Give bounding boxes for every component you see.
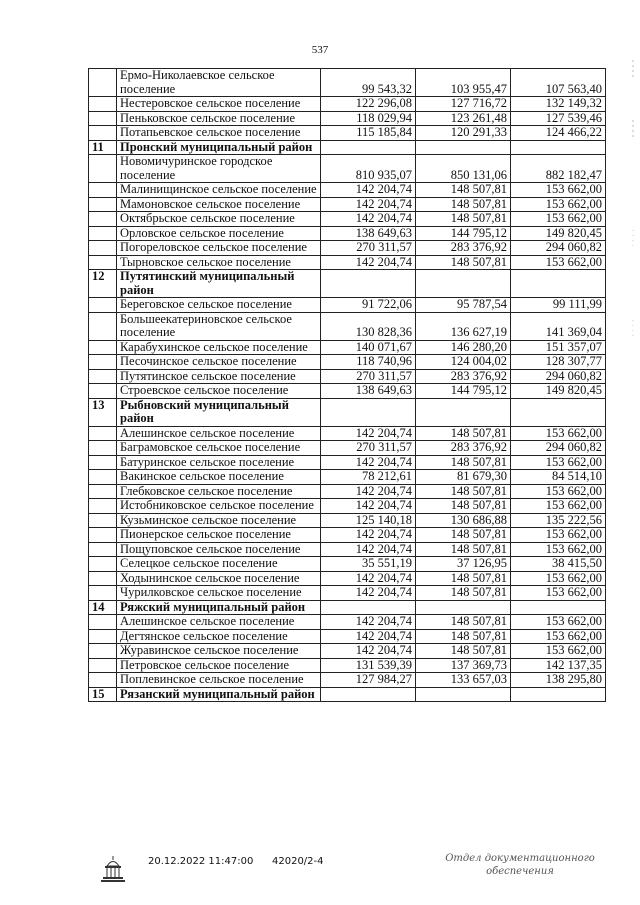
row-number-cell xyxy=(89,340,117,355)
table-row xyxy=(89,484,606,499)
value-2023-cell xyxy=(321,600,416,615)
table-row xyxy=(89,183,606,198)
value-2023-cell: 270 311,57 xyxy=(321,241,416,256)
table-row xyxy=(89,111,606,126)
settlement-name-cell: Новомичуринское городское поселение xyxy=(117,155,321,183)
settlement-name-cell: Алешинское сельское поселение xyxy=(117,426,321,441)
value-2025-cell: 141 369,04 xyxy=(511,312,606,340)
table-row xyxy=(89,340,606,355)
department-stamp xyxy=(440,852,600,878)
row-number-cell xyxy=(89,226,117,241)
value-2024-cell: 283 376,92 xyxy=(416,441,511,456)
value-2023-cell: 142 204,74 xyxy=(321,528,416,543)
table-row xyxy=(89,571,606,586)
budget-table-body xyxy=(89,69,606,702)
district-row xyxy=(89,270,606,298)
value-2023-cell: 270 311,57 xyxy=(321,441,416,456)
stamp-line-2: обеспечения xyxy=(486,866,554,877)
table-row xyxy=(89,298,606,313)
settlement-name-cell: Ходынинское сельское поселение xyxy=(117,571,321,586)
settlement-name-cell: Чурилковское сельское поселение xyxy=(117,586,321,601)
value-2023-cell: 99 543,32 xyxy=(321,69,416,97)
value-2023-cell: 130 828,36 xyxy=(321,312,416,340)
value-2024-cell: 148 507,81 xyxy=(416,629,511,644)
value-2025-cell: 153 662,00 xyxy=(511,528,606,543)
value-2025-cell: 153 662,00 xyxy=(511,455,606,470)
table-row xyxy=(89,615,606,630)
row-number-cell: 13 xyxy=(89,398,117,426)
district-row xyxy=(89,140,606,155)
settlement-name-cell: Ермо-Николаевское сельское поселение xyxy=(117,69,321,97)
table-row xyxy=(89,528,606,543)
settlement-name-cell: Журавинское сельское поселение xyxy=(117,644,321,659)
value-2023-cell: 127 984,27 xyxy=(321,673,416,688)
value-2025-cell: 149 820,45 xyxy=(511,384,606,399)
value-2024-cell: 148 507,81 xyxy=(416,426,511,441)
value-2025-cell: 153 662,00 xyxy=(511,255,606,270)
settlement-name-cell: Поплевинское сельское поселение xyxy=(117,673,321,688)
value-2025-cell: 153 662,00 xyxy=(511,499,606,514)
row-number-cell xyxy=(89,197,117,212)
value-2023-cell xyxy=(321,270,416,298)
row-number-cell xyxy=(89,484,117,499)
value-2024-cell: 283 376,92 xyxy=(416,241,511,256)
value-2025-cell: 153 662,00 xyxy=(511,615,606,630)
value-2024-cell: 148 507,81 xyxy=(416,528,511,543)
value-2025-cell: 153 662,00 xyxy=(511,426,606,441)
value-2025-cell: 882 182,47 xyxy=(511,155,606,183)
table-row xyxy=(89,441,606,456)
page-number: 537 xyxy=(311,44,329,56)
row-number-cell xyxy=(89,126,117,141)
value-2023-cell: 142 204,74 xyxy=(321,499,416,514)
row-number-cell xyxy=(89,513,117,528)
table-row xyxy=(89,673,606,688)
district-name-cell: Ряжский муниципальный район xyxy=(117,600,321,615)
value-2024-cell xyxy=(416,270,511,298)
value-2025-cell: 153 662,00 xyxy=(511,586,606,601)
value-2024-cell: 130 686,88 xyxy=(416,513,511,528)
value-2024-cell: 120 291,33 xyxy=(416,126,511,141)
table-row xyxy=(89,126,606,141)
value-2024-cell: 133 657,03 xyxy=(416,673,511,688)
district-row xyxy=(89,398,606,426)
value-2025-cell: 138 295,80 xyxy=(511,673,606,688)
district-row xyxy=(89,600,606,615)
value-2025-cell: 153 662,00 xyxy=(511,484,606,499)
row-number-cell xyxy=(89,255,117,270)
settlement-name-cell: Потапьевское сельское поселение xyxy=(117,126,321,141)
row-number-cell xyxy=(89,212,117,227)
row-number-cell xyxy=(89,441,117,456)
value-2023-cell: 122 296,08 xyxy=(321,97,416,112)
settlement-name-cell: Орловское сельское поселение xyxy=(117,226,321,241)
settlement-name-cell: Мамоновское сельское поселение xyxy=(117,197,321,212)
value-2025-cell xyxy=(511,687,606,702)
value-2024-cell: 148 507,81 xyxy=(416,615,511,630)
value-2024-cell: 148 507,81 xyxy=(416,571,511,586)
row-number-cell xyxy=(89,499,117,514)
row-number-cell xyxy=(89,97,117,112)
settlement-name-cell: Малинищинское сельское поселение xyxy=(117,183,321,198)
settlement-name-cell: Береговское сельское поселение xyxy=(117,298,321,313)
value-2024-cell: 81 679,30 xyxy=(416,470,511,485)
value-2024-cell: 148 507,81 xyxy=(416,183,511,198)
settlement-name-cell: Пеньковское сельское поселение xyxy=(117,111,321,126)
value-2024-cell: 148 507,81 xyxy=(416,212,511,227)
value-2024-cell: 850 131,06 xyxy=(416,155,511,183)
value-2024-cell: 148 507,81 xyxy=(416,499,511,514)
settlement-name-cell: Алешинское сельское поселение xyxy=(117,615,321,630)
value-2023-cell: 142 204,74 xyxy=(321,197,416,212)
row-number-cell: 14 xyxy=(89,600,117,615)
budget-table xyxy=(88,68,606,702)
settlement-name-cell: Дегтянское сельское поселение xyxy=(117,629,321,644)
row-number-cell xyxy=(89,111,117,126)
value-2023-cell: 138 649,63 xyxy=(321,384,416,399)
row-number-cell xyxy=(89,673,117,688)
row-number-cell xyxy=(89,369,117,384)
value-2024-cell: 127 716,72 xyxy=(416,97,511,112)
row-number-cell xyxy=(89,542,117,557)
value-2025-cell: 153 662,00 xyxy=(511,571,606,586)
value-2025-cell: 107 563,40 xyxy=(511,69,606,97)
value-2024-cell: 136 627,19 xyxy=(416,312,511,340)
settlement-name-cell: Путятинское сельское поселение xyxy=(117,369,321,384)
value-2023-cell: 125 140,18 xyxy=(321,513,416,528)
row-number-cell xyxy=(89,298,117,313)
row-number-cell xyxy=(89,69,117,97)
value-2024-cell: 95 787,54 xyxy=(416,298,511,313)
value-2025-cell xyxy=(511,600,606,615)
settlement-name-cell: Погореловское сельское поселение xyxy=(117,241,321,256)
settlement-name-cell: Баграмовское сельское поселение xyxy=(117,441,321,456)
table-row xyxy=(89,155,606,183)
value-2025-cell: 38 415,50 xyxy=(511,557,606,572)
value-2023-cell: 142 204,74 xyxy=(321,542,416,557)
settlement-name-cell: Петровское сельское поселение xyxy=(117,658,321,673)
value-2023-cell xyxy=(321,687,416,702)
table-row xyxy=(89,629,606,644)
value-2025-cell: 294 060,82 xyxy=(511,441,606,456)
value-2024-cell: 283 376,92 xyxy=(416,369,511,384)
value-2024-cell xyxy=(416,398,511,426)
table-row xyxy=(89,557,606,572)
value-2024-cell: 148 507,81 xyxy=(416,484,511,499)
value-2024-cell: 37 126,95 xyxy=(416,557,511,572)
value-2024-cell: 124 004,02 xyxy=(416,355,511,370)
value-2023-cell: 142 204,74 xyxy=(321,183,416,198)
value-2025-cell: 153 662,00 xyxy=(511,212,606,227)
row-number-cell: 15 xyxy=(89,687,117,702)
value-2025-cell xyxy=(511,398,606,426)
row-number-cell xyxy=(89,644,117,659)
value-2025-cell: 294 060,82 xyxy=(511,241,606,256)
stamp-line-1: Отдел документационного xyxy=(445,853,595,864)
row-number-cell xyxy=(89,615,117,630)
value-2023-cell: 142 204,74 xyxy=(321,455,416,470)
table-row xyxy=(89,542,606,557)
value-2024-cell: 137 369,73 xyxy=(416,658,511,673)
margin-scan-marks xyxy=(630,60,636,360)
settlement-name-cell: Истобниковское сельское поселение xyxy=(117,499,321,514)
value-2023-cell: 115 185,84 xyxy=(321,126,416,141)
settlement-name-cell: Песочинское сельское поселение xyxy=(117,355,321,370)
table-row xyxy=(89,455,606,470)
table-row xyxy=(89,499,606,514)
value-2023-cell: 142 204,74 xyxy=(321,255,416,270)
table-row xyxy=(89,369,606,384)
row-number-cell xyxy=(89,658,117,673)
footer-date: 20.12.2022 11:47:00 xyxy=(148,856,254,867)
value-2025-cell: 153 662,00 xyxy=(511,542,606,557)
duma-building-icon xyxy=(100,854,126,884)
value-2025-cell: 132 149,32 xyxy=(511,97,606,112)
table-row xyxy=(89,312,606,340)
row-number-cell xyxy=(89,571,117,586)
table-row xyxy=(89,658,606,673)
value-2024-cell: 103 955,47 xyxy=(416,69,511,97)
value-2024-cell: 148 507,81 xyxy=(416,255,511,270)
row-number-cell: 12 xyxy=(89,270,117,298)
value-2025-cell: 84 514,10 xyxy=(511,470,606,485)
row-number-cell xyxy=(89,426,117,441)
table-row xyxy=(89,384,606,399)
value-2025-cell: 127 539,46 xyxy=(511,111,606,126)
value-2023-cell: 91 722,06 xyxy=(321,298,416,313)
value-2023-cell xyxy=(321,398,416,426)
settlement-name-cell: Батуринское сельское поселение xyxy=(117,455,321,470)
value-2023-cell: 142 204,74 xyxy=(321,426,416,441)
table-row xyxy=(89,212,606,227)
value-2023-cell: 118 029,94 xyxy=(321,111,416,126)
value-2024-cell: 123 261,48 xyxy=(416,111,511,126)
value-2025-cell: 128 307,77 xyxy=(511,355,606,370)
value-2023-cell: 78 212,61 xyxy=(321,470,416,485)
row-number-cell xyxy=(89,455,117,470)
row-number-cell xyxy=(89,241,117,256)
table-row xyxy=(89,226,606,241)
table-row xyxy=(89,241,606,256)
settlement-name-cell: Пионерское сельское поселение xyxy=(117,528,321,543)
value-2023-cell: 270 311,57 xyxy=(321,369,416,384)
value-2025-cell: 151 357,07 xyxy=(511,340,606,355)
settlement-name-cell: Октябрьское сельское поселение xyxy=(117,212,321,227)
district-name-cell: Путятинский муниципальный район xyxy=(117,270,321,298)
value-2025-cell: 153 662,00 xyxy=(511,629,606,644)
value-2023-cell xyxy=(321,140,416,155)
settlement-name-cell: Кузьминское сельское поселение xyxy=(117,513,321,528)
value-2023-cell: 142 204,74 xyxy=(321,615,416,630)
table-row xyxy=(89,513,606,528)
row-number-cell xyxy=(89,355,117,370)
value-2024-cell xyxy=(416,140,511,155)
table-row xyxy=(89,470,606,485)
table-row xyxy=(89,255,606,270)
row-number-cell xyxy=(89,629,117,644)
value-2024-cell: 148 507,81 xyxy=(416,644,511,659)
value-2024-cell xyxy=(416,687,511,702)
value-2025-cell xyxy=(511,140,606,155)
row-number-cell xyxy=(89,312,117,340)
value-2025-cell: 99 111,99 xyxy=(511,298,606,313)
value-2023-cell: 142 204,74 xyxy=(321,644,416,659)
page-footer xyxy=(0,852,640,892)
value-2023-cell: 35 551,19 xyxy=(321,557,416,572)
row-number-cell xyxy=(89,183,117,198)
value-2023-cell: 142 204,74 xyxy=(321,586,416,601)
value-2024-cell: 148 507,81 xyxy=(416,542,511,557)
value-2023-cell: 138 649,63 xyxy=(321,226,416,241)
settlement-name-cell: Селецкое сельское поселение xyxy=(117,557,321,572)
value-2025-cell: 153 662,00 xyxy=(511,197,606,212)
value-2025-cell: 135 222,56 xyxy=(511,513,606,528)
value-2023-cell: 142 204,74 xyxy=(321,571,416,586)
table-row xyxy=(89,355,606,370)
row-number-cell xyxy=(89,470,117,485)
table-row xyxy=(89,426,606,441)
settlement-name-cell: Глебковское сельское поселение xyxy=(117,484,321,499)
value-2023-cell: 810 935,07 xyxy=(321,155,416,183)
value-2025-cell: 124 466,22 xyxy=(511,126,606,141)
district-name-cell: Рязанский муниципальный район xyxy=(117,687,321,702)
value-2023-cell: 142 204,74 xyxy=(321,629,416,644)
row-number-cell xyxy=(89,557,117,572)
value-2024-cell xyxy=(416,600,511,615)
value-2024-cell: 148 507,81 xyxy=(416,586,511,601)
settlement-name-cell: Тырновское сельское поселение xyxy=(117,255,321,270)
table-row xyxy=(89,586,606,601)
value-2024-cell: 144 795,12 xyxy=(416,226,511,241)
value-2025-cell: 153 662,00 xyxy=(511,644,606,659)
value-2024-cell: 148 507,81 xyxy=(416,197,511,212)
settlement-name-cell: Карабухинское сельское поселение xyxy=(117,340,321,355)
table-row xyxy=(89,197,606,212)
row-number-cell xyxy=(89,384,117,399)
value-2024-cell: 144 795,12 xyxy=(416,384,511,399)
district-name-cell: Пронский муниципальный район xyxy=(117,140,321,155)
row-number-cell: 11 xyxy=(89,140,117,155)
table-row xyxy=(89,644,606,659)
row-number-cell xyxy=(89,155,117,183)
value-2023-cell: 142 204,74 xyxy=(321,212,416,227)
value-2025-cell: 142 137,35 xyxy=(511,658,606,673)
value-2025-cell xyxy=(511,270,606,298)
settlement-name-cell: Пощуповское сельское поселение xyxy=(117,542,321,557)
value-2023-cell: 142 204,74 xyxy=(321,484,416,499)
value-2023-cell: 118 740,96 xyxy=(321,355,416,370)
row-number-cell xyxy=(89,586,117,601)
settlement-name-cell: Большеекатериновское сельское поселение xyxy=(117,312,321,340)
value-2024-cell: 146 280,20 xyxy=(416,340,511,355)
table-row xyxy=(89,69,606,97)
value-2023-cell: 131 539,39 xyxy=(321,658,416,673)
value-2025-cell: 294 060,82 xyxy=(511,369,606,384)
value-2024-cell: 148 507,81 xyxy=(416,455,511,470)
district-name-cell: Рыбновский муниципальный район xyxy=(117,398,321,426)
settlement-name-cell: Нестеровское сельское поселение xyxy=(117,97,321,112)
value-2025-cell: 153 662,00 xyxy=(511,183,606,198)
settlement-name-cell: Строевское сельское поселение xyxy=(117,384,321,399)
row-number-cell xyxy=(89,528,117,543)
value-2023-cell: 140 071,67 xyxy=(321,340,416,355)
table-row xyxy=(89,97,606,112)
settlement-name-cell: Вакинское сельское поселение xyxy=(117,470,321,485)
value-2025-cell: 149 820,45 xyxy=(511,226,606,241)
district-row xyxy=(89,687,606,702)
footer-document-code: 42020/2-4 xyxy=(272,856,324,867)
